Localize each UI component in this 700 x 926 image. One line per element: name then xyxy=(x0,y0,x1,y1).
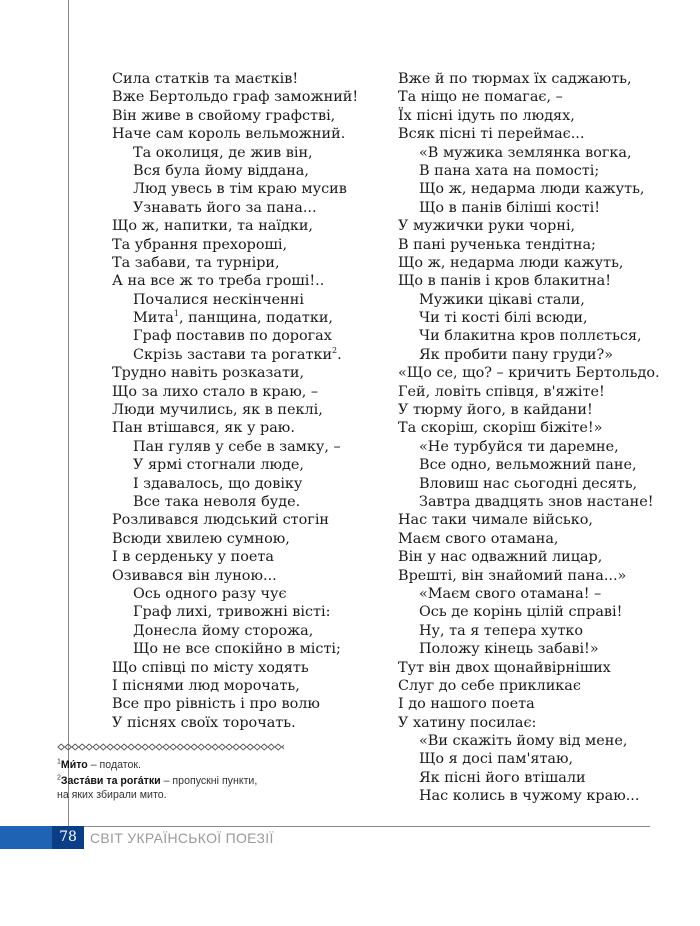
poem-line: Положу кінець забаві!» xyxy=(419,641,599,658)
poem-line: Що ж, напитки, та наїдки, xyxy=(112,218,314,235)
poem-line: Почалися нескінченні xyxy=(133,291,304,308)
poem-line: І до нашого поета xyxy=(398,696,535,713)
poem-line: Та убрання прехороші, xyxy=(112,236,288,253)
poem-line: Гей, ловіть співця, в'яжіте! xyxy=(398,383,605,400)
poem-line: Маєм свого отамана, xyxy=(398,530,559,547)
margin-rule xyxy=(68,0,69,826)
poem-line: А на все ж то треба гроші!.. xyxy=(112,273,325,290)
poem-line: Чи ті кості білі всюди, xyxy=(419,310,588,327)
poem-line: Що ж, недарма люди кажуть, xyxy=(419,181,645,198)
poem-line: Тут він двох щонайвірніших xyxy=(398,659,611,676)
poem-line: Нас таки чимале військо, xyxy=(398,512,593,529)
footnote-ref: 1 xyxy=(173,309,179,319)
poem-line: Ось одного разу чує xyxy=(133,585,287,602)
poem-line: Все про рівність і про волю xyxy=(112,696,320,713)
footer-rule xyxy=(84,826,650,827)
poem-line: Пан гуляв у себе в замку, – xyxy=(133,438,341,455)
poem-line: Всяк пісні ті переймає... xyxy=(398,126,585,143)
poem-line: Скрізь застави та рогатки$^2$. xyxy=(133,346,342,363)
poem-line: Нас колись в чужому краю... xyxy=(419,788,640,805)
poem-line: Вже Бертольдо граф заможний! xyxy=(112,89,359,106)
footnote-2-text-cont: на яких збирали мито. xyxy=(57,789,167,801)
poem-line: «Не турбуйся ти даремне, xyxy=(419,438,619,455)
poem-line: Що в панів біліші кості! xyxy=(419,199,601,216)
poem-line: Все така неволя буде. xyxy=(133,493,301,510)
footnote-ornament-divider xyxy=(56,743,284,751)
poem-line: І піснями люд морочать, xyxy=(112,677,300,694)
poem-line: Завтра двадцять знов настане! xyxy=(419,493,654,510)
poem-line: Що співці по місту ходять xyxy=(112,659,309,676)
poem-line: Розливався людський стогін xyxy=(112,512,330,529)
footnote-1-mark: 1 xyxy=(57,758,61,766)
poem-column-left xyxy=(112,70,382,732)
poem-line: Вже й по тюрмах їх саджають, xyxy=(398,71,632,87)
poem-line: У тюрму його, в кайдани! xyxy=(398,402,593,419)
poem-line: У піснях своїх торочать. xyxy=(112,714,296,731)
poem-line: Ось де корінь цілій справі! xyxy=(419,604,623,621)
poem-line: Трудно навіть розказати, xyxy=(112,365,305,382)
poem-line: Ну, та я тепера хутко xyxy=(419,622,584,639)
poem-line: І в серденьку у поета xyxy=(112,549,274,566)
poem-line: Що за лихо стало в краю, – xyxy=(112,383,319,400)
poem-line: Пан втішався, як у раю. xyxy=(112,420,295,437)
poem-line: Люд увесь в тім краю мусив xyxy=(133,181,347,198)
poem-line: Врешті, він знайомий пана...» xyxy=(398,567,627,584)
poem-line: Граф поставив по дорогах xyxy=(133,328,332,345)
footnote-1 xyxy=(57,758,141,772)
poem-line: «Маєм свого отамана! – xyxy=(419,585,602,602)
poem-line: Всюди хвилею сумною, xyxy=(112,530,290,547)
footer-accent-bar xyxy=(0,826,52,849)
footnote-ref: 2 xyxy=(332,346,338,356)
poem-line: В пана хата на помості; xyxy=(419,162,600,179)
poem-line: Все одно, вельможний пане, xyxy=(419,457,637,474)
poem-line: Та ніщо не помагає, – xyxy=(398,89,563,106)
poem-line: «В мужика землянка вогка, xyxy=(419,144,632,161)
poem-line: Як пісні його втішали xyxy=(419,769,586,786)
poem-line: Наче сам король вельможний. xyxy=(112,126,346,143)
poem-line: Мита$^1$, панщина, податки, xyxy=(133,309,333,327)
poem-line: Їх пісні ідуть по людях, xyxy=(398,107,575,124)
footnote-1-term: Ми́то xyxy=(60,759,88,771)
poem-line: Та околиця, де жив він, xyxy=(133,144,313,161)
poem-line: Що я досі пам'ятаю, xyxy=(419,751,574,768)
poem-column-right xyxy=(398,70,688,806)
poem-line: У ярмі стогнали люде, xyxy=(133,457,304,474)
footnote-2 xyxy=(57,774,257,802)
poem-line: Як пробити пану груди?» xyxy=(419,346,614,363)
poem-line: «Ви скажіть йому від мене, xyxy=(419,733,628,750)
poem-line: Донесла йому сторожа, xyxy=(133,622,314,639)
poem-line: Мужики цікаві стали, xyxy=(419,291,585,308)
poem-line: Чи блакитна кров поллється, xyxy=(419,328,642,345)
poem-line: Що не все спокійно в місті; xyxy=(133,641,341,658)
poem-line: Він живе в свойому графстві, xyxy=(112,107,336,124)
poem-line: Та забави, та турніри, xyxy=(112,254,280,271)
page-number: 78 xyxy=(52,826,84,849)
poem-line: Він у нас одважний лицар, xyxy=(398,549,603,566)
poem-line: Узнавать його за пана... xyxy=(133,199,317,216)
poem-line: Озивався він луною... xyxy=(112,567,277,584)
poem-line: Граф лихі, тривожні вісті: xyxy=(133,604,331,621)
footnote-2-text: – пропускні пункти, xyxy=(160,775,258,787)
poem-line: Та скоріш, скоріш біжіте!» xyxy=(398,420,603,437)
poem-line: У мужички руки чорні, xyxy=(398,218,576,235)
poem-line: Вся була йому віддана, xyxy=(133,162,309,179)
footnote-2-term: Заста́ви та рога́тки xyxy=(60,775,161,787)
footnote-1-text: – податок. xyxy=(87,759,141,771)
poem-line: У хатину посилає: xyxy=(398,714,537,731)
footnote-2-mark: 2 xyxy=(57,774,61,782)
poem-line: І здавалось, що довіку xyxy=(133,475,303,492)
poem-line: Сила статків та маєтків! xyxy=(112,71,299,87)
book-title: СВІТ УКРАЇНСЬКОЇ ПОЕЗІЇ xyxy=(90,830,274,846)
poem-line: «Що се, що? – кричить Бертольдо. xyxy=(398,365,660,382)
poem-line: Люди мучились, як в пеклі, xyxy=(112,402,323,419)
poem-line: В пані рученька тендітна; xyxy=(398,236,596,253)
poem-line: Що ж, недарма люди кажуть, xyxy=(398,254,624,271)
poem-line: Вловиш нас сьогодні десять, xyxy=(419,475,638,492)
poem-line: Слуг до себе прикликає xyxy=(398,677,581,694)
poem-line: Що в панів і кров блакитна! xyxy=(398,273,611,290)
